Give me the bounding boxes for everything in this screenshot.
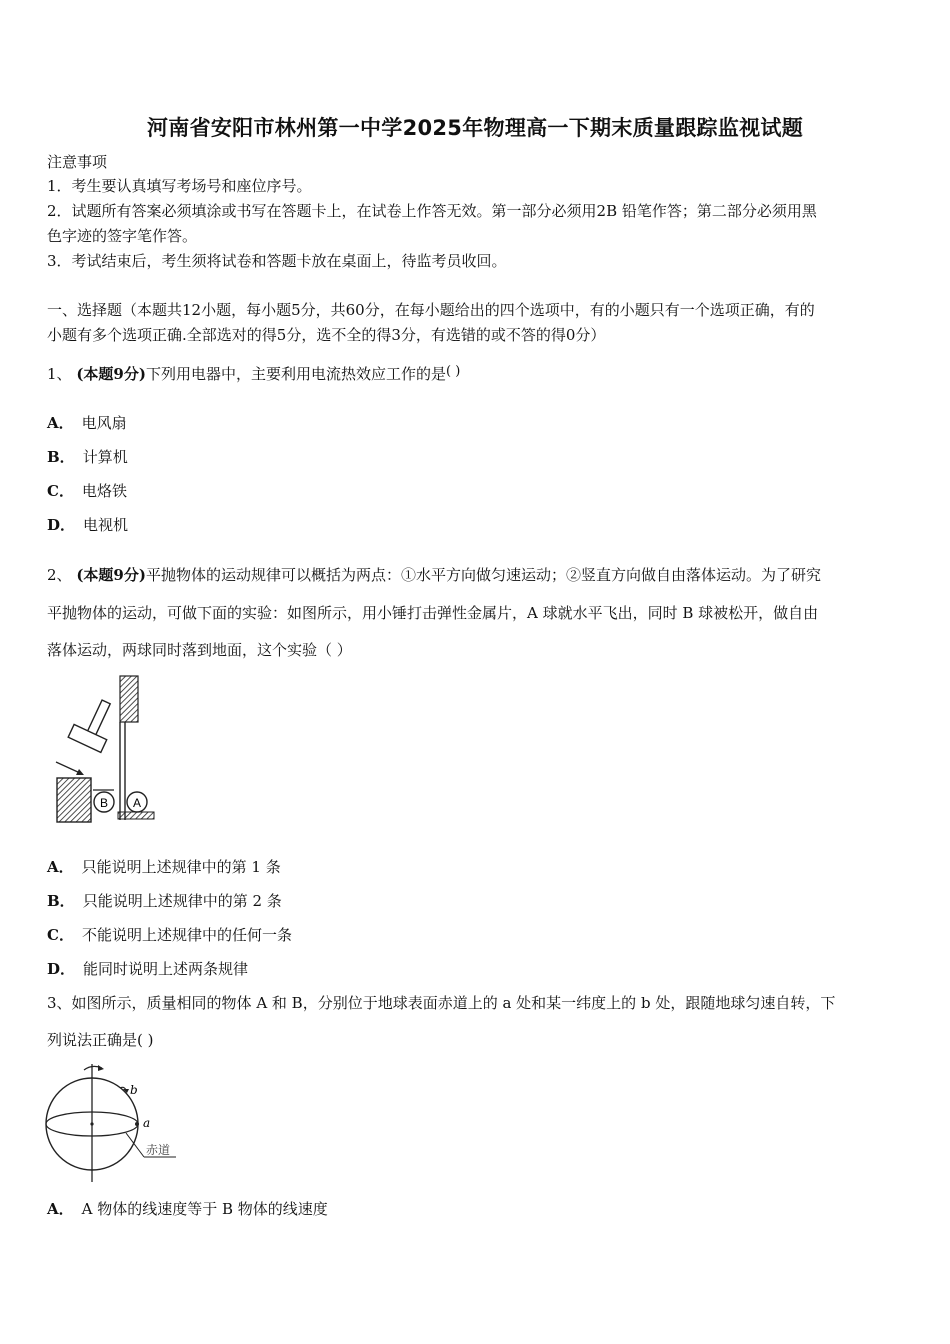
clamp-block [120,676,138,722]
option-d: D． 能同时说明上述两条规律 [47,960,249,978]
question-3-stem-cont: 列说法正确是( ) [47,1031,154,1049]
question-number: 2、 [47,566,72,584]
question-2-stem-cont: 落体运动，两球同时落到地面，这个实验（ ） [47,641,352,659]
point-b-label: b [130,1083,138,1097]
question-2-stem [47,563,907,588]
question-score: (本题9分) [76,365,146,383]
page-title: 河南省安阳市林州第一中学2025年物理高一下期末质量跟踪监视试题 [146,116,804,140]
earth-globe-figure [40,1060,190,1185]
question-score: (本题9分) [76,566,146,584]
question-number: 1、 [47,365,72,383]
ball-b-label: B [99,796,109,810]
notice-item: 3．考试结束后，考生须将试卷和答题卡放在桌面上，待监考员收回。 [47,252,507,270]
strike-arrow [56,762,80,773]
point-a-label: a [143,1116,151,1130]
notice-heading: 注意事项 [47,153,108,171]
question-text: 平抛物体的运动规律可以概括为两点：①水平方向做匀速运动；②竖直方向做自由落体运动。为了研究 [145,566,821,584]
ball-a-label: A [132,796,142,810]
point-a [135,1122,139,1126]
projectile-apparatus-figure [50,672,160,828]
section-heading-cont: 小题有多个选项正确.全部选对的得5分，选不全的得3分，有选错的或不答的得0分） [47,326,606,344]
notice-item: 1．考生要认真填写考场号和座位序号。 [47,177,312,195]
option-c: C． 不能说明上述规律中的任何一条 [47,926,292,944]
option-a: A． A 物体的线速度等于 B 物体的线速度 [47,1200,328,1218]
section-heading: 一、选择题（本题共12小题，每小题5分，共60分，在每小题给出的四个选项中，有的小题只有一个选项正确，有的 [47,301,815,319]
option-c: C． 电烙铁 [47,482,127,500]
option-a: A． 电风扇 [47,414,127,432]
option-b: B． 计算机 [47,448,128,466]
option-d: D． 电视机 [47,516,129,534]
option-a: A． 只能说明上述规律中的第 1 条 [47,858,281,876]
option-b: B． 只能说明上述规律中的第 2 条 [47,892,282,910]
question-3-stem: 3、如图所示，质量相同的物体 A 和 B，分别位于地球表面赤道上的 a 处和某一纬度上的 b 处，跟随地球匀速自转，下 [47,994,836,1012]
support-block [57,778,91,822]
notice-item: 色字迹的签字笔作答。 [47,227,198,245]
question-2-stem-cont: 平抛物体的运动，可做下面的实验：如图所示，用小锤打击弹性金属片，A 球就水平飞出，同时 B 球被松开，做自由 [47,604,819,622]
notice-item: 2．试题所有答案必须填涂或书写在答题卡上，在试卷上作答无效。第一部分必须用2B 铅笔作答；第二部分必须用黑 [47,202,817,220]
answer-paren: ( ) [445,364,461,379]
stand-base [118,812,154,819]
question-1-stem [47,362,907,388]
question-text: 下列用电器中，主要利用电流热效应工作的是 [145,365,446,383]
equator-label: 赤道 [146,1143,171,1157]
hammer-icon [68,694,121,753]
